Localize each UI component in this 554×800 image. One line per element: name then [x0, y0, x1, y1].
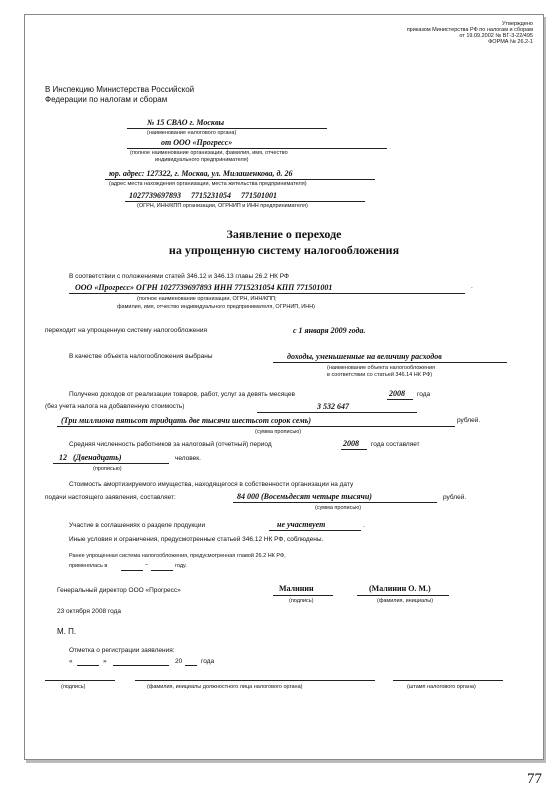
signatory-name-caption: (фамилия, инициалы): [377, 598, 434, 604]
staff-year: 2008: [343, 439, 359, 448]
inspection-caption: (наименование налогового органа): [147, 130, 237, 136]
recipient-line1: В Инспекцию Министерства Российской: [45, 85, 195, 94]
assets-words-caption: (сумма прописью): [315, 505, 362, 511]
staff-count: 12 (Двенадцать): [59, 453, 122, 462]
organization-full-value: ООО «Прогресс» ОГРН 1027739697893 ИНН 7715231054 КПП 771501001: [75, 283, 333, 292]
registration-sign-caption: (подпись): [61, 684, 86, 690]
conditions-text: Иные условия и ограничения, предусмотренные статьей 346.12 НК РФ, соблюдены.: [69, 536, 324, 543]
previous-usage-year-end: году.: [175, 563, 187, 569]
income-vat-note: (без учета налога на добавленную стоимость): [45, 403, 185, 410]
assets-label-1: Стоимость амортизируемого имущества, находящегося в собственности организации на дату: [69, 481, 354, 488]
signature-value: Малинин: [279, 584, 314, 593]
document-title-line2: на упрощенную систему налогообложения: [168, 243, 400, 257]
address-caption: (адрес места нахождения организации, места жительства предпринимателя): [109, 181, 307, 187]
signature-caption: (подпись): [289, 598, 314, 604]
signatory-name: (Малинин О. М.): [369, 584, 431, 593]
organization-value: от ООО «Прогресс»: [161, 138, 233, 147]
application-date: 23 октября 2008 года: [57, 608, 122, 615]
assets-currency: рублей.: [443, 494, 467, 501]
registration-label: Отметка о регистрации заявления:: [69, 647, 175, 654]
switch-text: переходит на упрощенную систему налогообложения: [45, 327, 208, 334]
registration-year-suffix: года: [201, 658, 215, 665]
stamp-place: М. П.: [57, 627, 77, 636]
switch-date: с 1 января 2009 года.: [293, 326, 366, 335]
organization-caption-1: (полное наименование организации, фамилия, имя, отчество: [130, 150, 288, 156]
ids-caption: (ОГРН, ИНН/КПП организации, ОГРНИП и ИНН предпринимателя): [137, 203, 308, 209]
legal-basis-text: В соответствии с положениями статей 346.12 и 346.13 главы 26.2 НК РФ: [69, 273, 289, 280]
assets-label-2: подачи настоящего заявления, составляет:: [45, 494, 176, 501]
income-amount: 3 532 647: [317, 402, 349, 411]
organization-full-caption-2: фамилия, имя, отчество индивидуального предпринимателя, ОГРНИП, ИНН): [117, 304, 316, 310]
staff-label-b: года составляет: [371, 441, 420, 448]
previous-usage-year-label: применялась в: [69, 563, 108, 569]
previous-usage-text: Ранее упрощенная система налогообложения, предусмотренная главой 26.2 НК РФ,: [69, 553, 286, 559]
approved-label: Утверждено: [501, 21, 533, 27]
production-sharing-value: не участвует: [277, 520, 326, 529]
form-number: ФОРМА № 26.2-1: [488, 39, 533, 45]
staff-caption: (прописью): [93, 466, 122, 472]
order-label: приказом Министерства РФ по налогам и сборам: [406, 27, 533, 33]
tax-object-label: В качестве объекта налогообложения выбраны: [69, 353, 213, 360]
signatory-position: Генеральный директор ООО «Прогресс»: [57, 587, 181, 594]
address-value: юр. адрес: 127322, г. Москва, ул. Милашенкова, д. 26: [109, 169, 293, 178]
production-sharing-label: Участие в соглашениях о разделе продукции: [69, 522, 206, 529]
registration-official-caption: (фамилия, инициалы должностного лица налогового органа): [147, 684, 303, 690]
order-date: от 19.09.2002 № ВГ-3-22/495: [459, 33, 533, 39]
tax-object-value: доходы, уменьшенные на величину расходов: [287, 352, 442, 361]
income-currency: рублей.: [457, 417, 481, 424]
ids-value: 1027739697893 7715231054 771501001: [129, 191, 277, 200]
document-title-line1: Заявление о переходе: [226, 227, 342, 241]
registration-stamp-caption: (штамп налогового органа): [407, 684, 476, 690]
income-label-b: года: [417, 391, 431, 398]
approval-header: [407, 21, 533, 45]
organization-full-caption-1: (полное наименование организации, ОГРН, ИНН/КПП;: [137, 296, 277, 302]
assets-value: 84 000 (Восемьдесят четыре тысячи): [237, 492, 372, 501]
income-words-caption: (сумма прописью): [255, 429, 302, 435]
income-label-a: Получено доходов от реализации товаров, работ, услуг за девять месяцев: [69, 391, 295, 398]
tax-object-caption-1: (наименование объекта налогообложения: [327, 365, 436, 371]
tax-object-caption-2: в соответствии со статьей 346.14 НК РФ): [327, 372, 433, 378]
document-page: Утверждено приказом Министерства РФ по налогам и сборам от 19.09.2002 № ВГ-3-22/495 ФОРМА № 26.2-1 В Инспекцию Министерства Российской Федерации по налогам и сборам № 15 СВАО г. Москвы (наименование налогового органа) от ООО «Прогресс» (полное наименование организации, фамилия, имя, отчество индивидуального предпринимателя) юр. адрес: 127322, г. Москва, ул. Милашенкова, д. 26 (адрес места нахождения организации, места жительства предпринимателя) 1027739697893 7715231054 771501001 (ОГРН, ИНН/КПП организации, ОГРНИП и ИНН предпринимателя) Заявление о переходе на упрощенную систему налогообложения В соответствии с положениями статей 346.12 и 346.13 главы 26.2 НК РФ ООО «Прогресс» ОГРН 1027739697893 ИНН 7715231054 КПП 771501001 . (полное наименование организации, ОГРН, ИНН/КПП; фамилия, имя, отчество индивидуального предпринимателя, ОГРНИП, ИНН) переходит на упрощенную систему налогообложения с 1 января 2009 года. В качестве объекта налогообложения выбраны доходы, уменьшенные на величину расходов (наименование объекта налогообложения в соответствии со статьей 346.14 НК РФ) Получено доходов от реализации товаров, работ, услуг за девять месяцев 2008 года (без учета налога на добавленную стоимость) 3 532 647 (Три миллиона пятьсот тридцать две тысячи шестьсот сорок семь) рублей. (сумма прописью) Средняя численность работников за налоговый (отчетный) период 2008 года составляет 12 (Двенадцать) человек. (прописью) Стоимость амортизируемого имущества, находящегося в собственности организации на дату подачи настоящего заявления, составляет: 84 000 (Восемьдесят четыре тысячи) рублей. (сумма прописью) Участие в соглашениях о разделе продукции не участвует . Иные условия и ограничения, предусмотренные статьей 346.12 НК РФ, соблюдены. Ранее упрощенная система налогообложения, предусмотренная главой 26.2 НК РФ, применялась в – году. Генеральный директор ООО «Прогресс» Малинин (подпись) (Малинин О. М.) (фамилия, инициалы) 23 октября 2008 года М. П. Отметка о регистрации заявления: « » 20 года (подпись) (фамилия, инициалы должностного лица налогового органа) (штамп налогового органа): [24, 14, 544, 760]
inspection-value: № 15 СВАО г. Москвы: [147, 118, 225, 127]
registration-year-prefix: 20: [175, 658, 183, 665]
organization-caption-2: индивидуального предпринимателя): [155, 157, 249, 163]
staff-label-a: Средняя численность работников за налоговый (отчетный) период: [69, 441, 272, 448]
recipient-line2: Федерации по налогам и сборам: [45, 95, 168, 104]
page-number: 77: [527, 771, 542, 787]
staff-unit: человек.: [175, 455, 201, 462]
income-amount-words: (Три миллиона пятьсот тридцать две тысячи шестьсот сорок семь): [61, 416, 312, 425]
income-year: 2008: [389, 389, 405, 398]
